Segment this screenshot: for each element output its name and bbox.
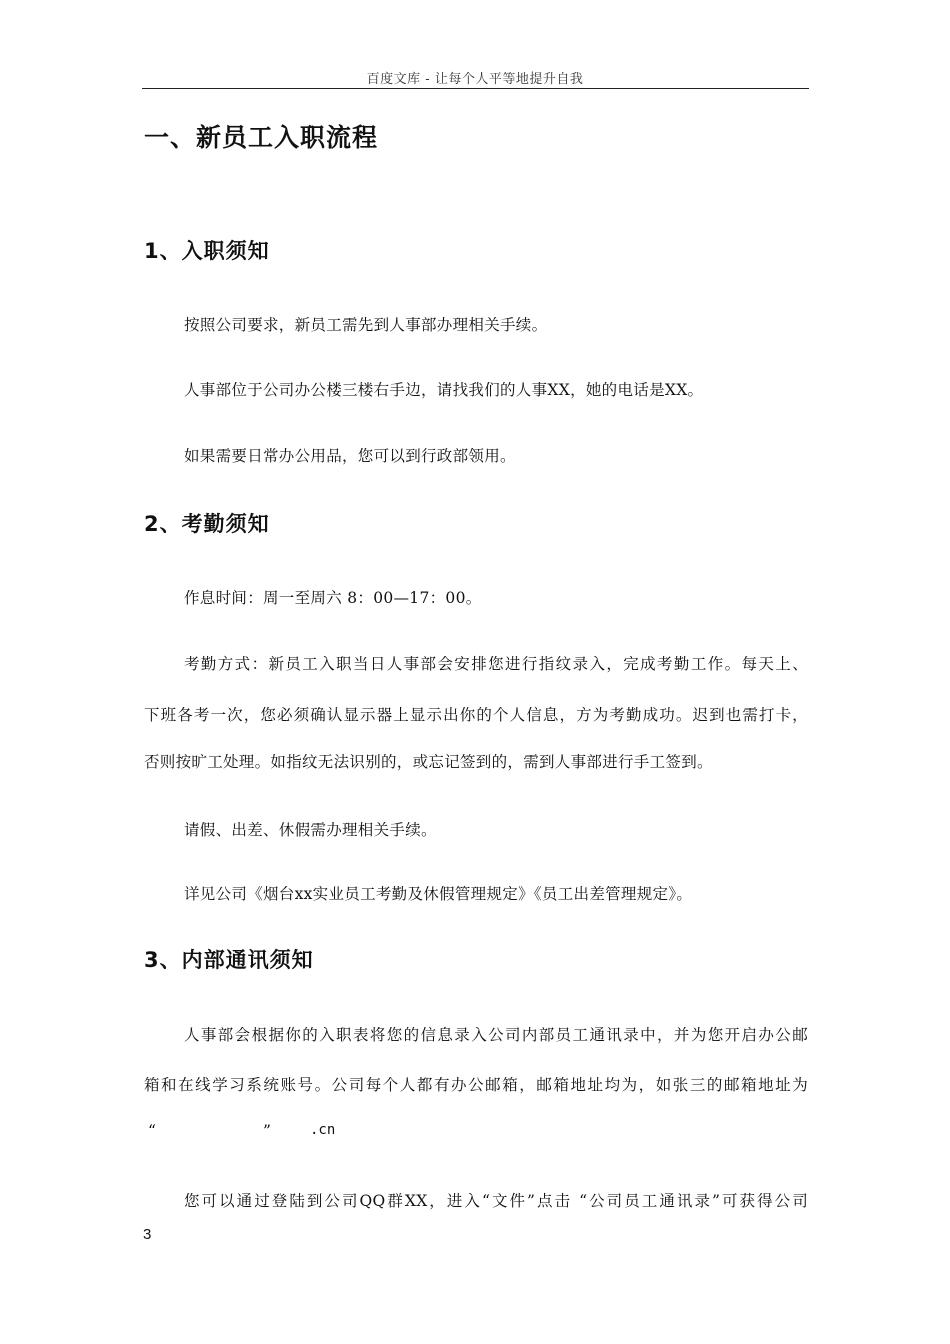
paragraph-line: 下班各考一次，您必须确认显示器上显示出你的个人信息，方为考勤成功。迟到也需打卡， [144,706,808,724]
section-heading-onboarding: 1、入职须知 [144,239,270,263]
paragraph-schedule: 作息时间：周一至周六 8：00—17：00。 [184,589,482,607]
paragraph: 人事部位于公司办公楼三楼右手边，请找我们的人事XX，她的电话是XX。 [184,381,704,399]
email-example [144,1122,384,1146]
page-title: 一、新员工入职流程 [144,123,379,152]
header-rule [142,88,809,89]
page-number: 3 [143,1226,152,1243]
paragraph-line: 您可以通过登陆到公司QQ群XX，进入“文件”点击 “公司员工通讯录”可获得公司 [184,1192,808,1210]
paragraph-line: 考勤方式：新员工入职当日人事部会安排您进行指纹录入，完成考勤工作。每天上、 [184,655,808,673]
paragraph: 按照公司要求，新员工需先到人事部办理相关手续。 [184,316,548,334]
close-quote: ” [263,1122,271,1140]
section-heading-internal-communication: 3、内部通讯须知 [144,948,314,972]
paragraph: 如果需要日常办公用品，您可以到行政部领用。 [184,447,516,465]
paragraph: 请假、出差、休假需办理相关手续。 [184,821,437,839]
section-heading-attendance: 2、考勤须知 [144,512,270,536]
email-domain-suffix: .cn [310,1122,336,1138]
paragraph-line: 否则按旷工处理。如指纹无法识别的，或忘记签到的，需到人事部进行手工签到。 [144,753,713,771]
paragraph: 详见公司《烟台xx实业员工考勤及休假管理规定》《员工出差管理规定》。 [184,885,693,903]
paragraph-line: 人事部会根据你的入职表将您的信息录入公司内部员工通讯录中，并为您开启办公邮 [184,1026,808,1044]
open-quote: “ [148,1122,156,1140]
paragraph-line: 箱和在线学习系统账号。公司每个人都有办公邮箱，邮箱地址均为，如张三的邮箱地址为 [144,1076,808,1094]
page-header: 百度文库 - 让每个人平等地提升自我 [366,72,584,87]
